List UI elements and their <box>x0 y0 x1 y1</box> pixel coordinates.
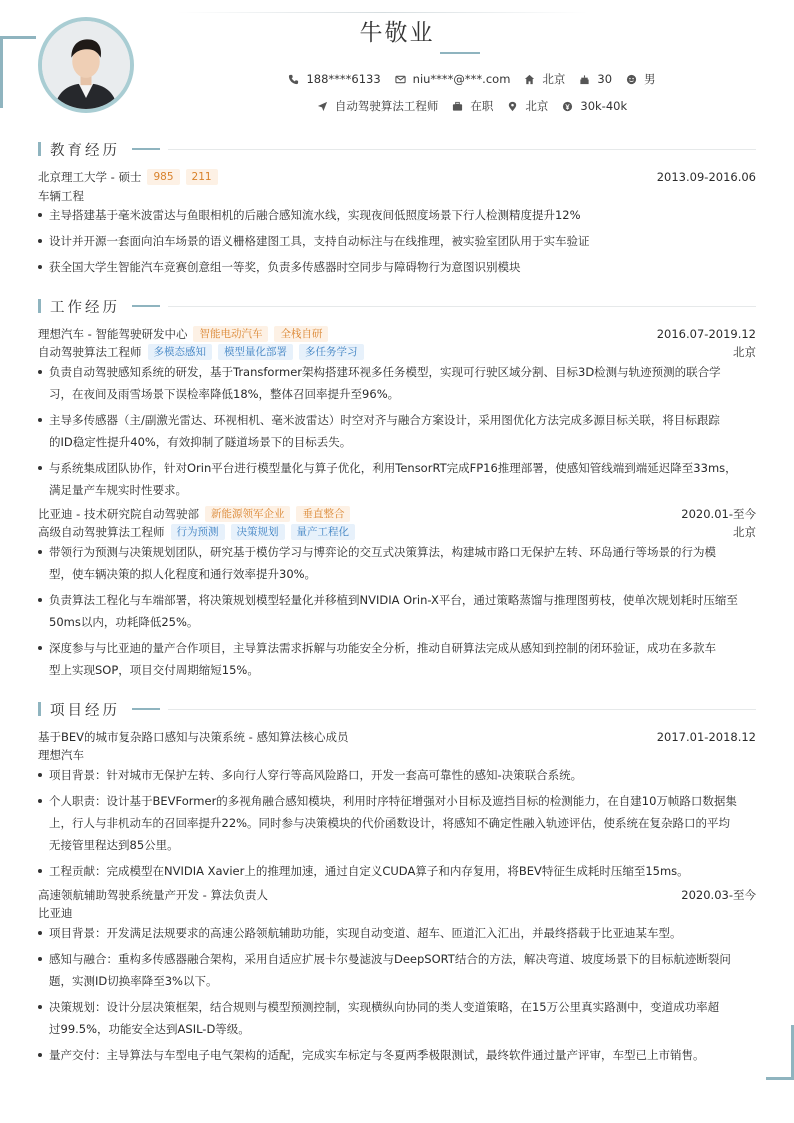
intent-city-text: 北京 <box>525 99 549 113</box>
job-bullet-line: 负责算法工程化与车端部署，将决策规划模型轻量化并移植到NVIDIA Orin-X平台，通过策略蒸馏与推理图剪枝，使单次规划耗时压缩至 <box>49 593 738 607</box>
project-date: 2020.03-至今 <box>681 888 756 902</box>
project-date: 2017.01-2018.12 <box>656 730 756 744</box>
project-bullet-line: 上，行人与非机动车的召回率提升22%。同时参与决策模块的代价函数设计，将感知不确定性融入轨迹评估，使系统在复杂路口的平均 <box>49 816 731 830</box>
email-icon <box>395 74 406 85</box>
project-org: 比亚迪 <box>38 906 73 920</box>
job-bullet-line: 带领行为预测与决策规划团队，研究基于模仿学习与博弈论的交互式决策算法，构建城市路口无保护左转、环岛通行等场景的行为模 <box>49 545 716 559</box>
project-title-row <box>38 887 756 903</box>
job-company: 比亚迪 - 技术研究院自动驾驶部 <box>38 507 199 521</box>
job-bullet <box>38 457 756 501</box>
skill-tag: 行为预测 <box>171 524 225 540</box>
work-section-header <box>38 298 756 314</box>
intent-status-text: 在职 <box>470 99 494 113</box>
contact-gender <box>626 71 656 87</box>
project-bullet-line: 项目背景：开发满足法规要求的高速公路领航辅助功能，实现自动变道、超车、匝道汇入汇出，并最终搭载于比亚迪某车型。 <box>49 926 682 940</box>
name-underline <box>440 52 480 54</box>
project-bullet <box>38 922 756 944</box>
contact-age-text: 30 <box>597 72 613 86</box>
section-marker <box>38 142 41 156</box>
company-tag: 智能电动汽车 <box>193 326 268 342</box>
education-date: 2013.09-2016.06 <box>656 170 756 184</box>
job-bullet-line: 与系统集成团队协作，针对Orin平台进行模型量化与算子优化，利用TensorRT完成FP16推理部署，使感知管线端到端延迟降至33ms， <box>49 461 737 475</box>
education-section-header <box>38 141 756 157</box>
project-bullet-line: 量产交付：主导算法与车型电子电气架构的适配，完成实车标定与冬夏两季极限测试，最终软件通过量产评审，车型已上市销售。 <box>49 1048 705 1062</box>
job-bullet-line: 习，在夜间及雨雪场景下误检率降低18%，整体召回率提升至96%。 <box>49 387 400 401</box>
job-bullet <box>38 589 756 633</box>
projects-section-header <box>38 701 756 717</box>
project-bullet-line: 过99.5%，功能安全达到ASIL-D等级。 <box>49 1022 250 1036</box>
contact-phone-text: 188****6133 <box>306 72 381 86</box>
project-bullet-line: 项目背景：针对城市无保护左转、多向行人穿行等高风险路口，开发一套高可靠性的感知-决策联合系统。 <box>49 768 583 782</box>
job-date: 2020.01-至今 <box>681 507 756 521</box>
project-bullet <box>38 1044 756 1066</box>
job-bullet <box>38 409 756 453</box>
skill-tag: 多任务学习 <box>299 344 364 360</box>
project-title-row <box>38 729 756 745</box>
section-divider <box>168 709 756 710</box>
education-school-row <box>38 169 756 185</box>
project-bullet-line: 决策规划：设计分层决策框架，结合规则与模型预测控制，实现横纵向协同的类人变道策略，在15万公里真实路测中，变道成功率超 <box>49 1000 720 1014</box>
job-company-row <box>38 326 756 342</box>
job-bullet-line: 50ms以内，功耗降低25%。 <box>49 615 199 629</box>
education-bullet: 主导搭建基于毫米波雷达与鱼眼相机的后融合感知流水线，实现夜间低照度场景下行人检测精度提升12% <box>38 204 756 226</box>
project-bullet-line: 无接管里程达到85公里。 <box>49 838 179 852</box>
intent-position-text: 自动驾驶算法工程师 <box>334 99 439 113</box>
job-bullet-line: 深度参与与比亚迪的量产合作项目，主导算法需求拆解与功能安全分析，推动自研算法完成从感知到控制的闭环验证，成功在多款车 <box>49 641 716 655</box>
projects-section-title: 项目经历 <box>50 702 120 719</box>
job-city: 北京 <box>733 345 756 359</box>
education-section-title: 教育经历 <box>50 142 120 159</box>
section-marker <box>38 702 41 716</box>
job-date: 2016.07-2019.12 <box>656 327 756 341</box>
education-bullet: 获全国大学生智能汽车竞赛创意组一等奖，负责多传感器时空同步与障碍物行为意图识别模块 <box>38 256 756 278</box>
location-pin-icon <box>507 101 518 112</box>
job-bullet <box>38 541 756 585</box>
intent-position <box>317 98 439 114</box>
job-intent-row <box>150 98 794 114</box>
job-role: 高级自动驾驶算法工程师 <box>38 525 165 539</box>
section-divider <box>168 306 756 307</box>
job-company-row <box>38 506 756 522</box>
contact-email-text: niu****@***.com <box>412 72 511 86</box>
section-marker <box>38 299 41 313</box>
contact-city <box>524 71 565 87</box>
education-tag: 985 <box>147 169 179 185</box>
project-name: 高速领航辅助驾驶系统量产开发 - 算法负责人 <box>38 888 268 902</box>
section-dash <box>132 305 160 307</box>
project-bullet <box>38 860 756 882</box>
education-school: 北京理工大学 - 硕士 <box>38 170 142 184</box>
job-bullet-line: 型上实现SOP，项目交付周期缩短15%。 <box>49 663 259 677</box>
candidate-name: 牛敬业 <box>359 20 435 46</box>
contact-age <box>579 72 612 86</box>
company-tag: 全栈自研 <box>274 326 328 342</box>
job-bullet-line: 主导多传感器（主/副激光雷达、环视相机、毫米波雷达）时空对齐与融合方案设计，采用图优化方法完成多源目标关联，将目标跟踪 <box>49 413 720 427</box>
job-bullet-line: 的ID稳定性提升40%，有效抑制了隧道场景下的目标丢失。 <box>49 435 352 449</box>
contact-phone <box>288 72 380 86</box>
job-bullet-line: 满足量产车规实时性要求。 <box>49 483 187 497</box>
skill-tag: 量产工程化 <box>291 524 356 540</box>
intent-status <box>452 98 493 114</box>
project-org: 理想汽车 <box>38 748 84 762</box>
company-tag: 垂直整合 <box>296 506 350 522</box>
contact-email <box>395 72 511 86</box>
briefcase-icon <box>452 101 463 112</box>
gender-icon <box>626 74 637 85</box>
job-bullet-line: 型，使车辆决策的拟人化程度和通行效率提升30%。 <box>49 567 317 581</box>
company-tag: 新能源领军企业 <box>205 506 291 522</box>
project-bullet <box>38 996 756 1040</box>
education-tag: 211 <box>186 169 218 185</box>
education-bullet: 设计并开源一套面向泊车场景的语义栅格建图工具，支持自动标注与在线推理，被实验室团队用于实车验证 <box>38 230 756 252</box>
top-divider <box>178 12 588 13</box>
project-bullet <box>38 764 756 786</box>
section-dash <box>132 148 160 150</box>
home-icon <box>524 74 535 85</box>
contact-city-text: 北京 <box>542 72 566 86</box>
contact-info-row <box>150 71 794 87</box>
cake-icon <box>579 74 590 85</box>
intent-salary-text: 30k-40k <box>580 99 628 113</box>
intent-city <box>507 98 548 114</box>
salary-icon <box>562 101 573 112</box>
job-role-row <box>38 524 756 540</box>
skill-tag: 模型量化部署 <box>218 344 293 360</box>
contact-gender-text: 男 <box>644 72 656 86</box>
job-bullet <box>38 637 756 681</box>
education-major: 车辆工程 <box>38 189 84 203</box>
project-name: 基于BEV的城市复杂路口感知与决策系统 - 感知算法核心成员 <box>38 730 349 744</box>
send-icon <box>317 101 328 112</box>
project-bullet-line: 题，实测ID切换率降至3%以下。 <box>49 974 218 988</box>
job-city: 北京 <box>733 525 756 539</box>
corner-decoration-bottom-right <box>766 1077 794 1080</box>
project-bullet <box>38 790 756 856</box>
project-bullet-line: 个人职责：设计基于BEVFormer的多视角融合感知模块，利用时序特征增强对小目标及遮挡目标的检测能力，在自建10万帧路口数据集 <box>49 794 737 808</box>
skill-tag: 多模态感知 <box>148 344 213 360</box>
skill-tag: 决策规划 <box>231 524 285 540</box>
project-bullet-line: 工程贡献：完成模型在NVIDIA Xavier上的推理加速，通过自定义CUDA算子和内存复用，将BEV特征生成耗时压缩至15ms。 <box>49 864 689 878</box>
section-divider <box>168 149 756 150</box>
job-role-row <box>38 344 756 360</box>
job-bullet-line: 负责自动驾驶感知系统的研发，基于Transformer架构搭建环视多任务模型，实现可行驶区域分割、目标3D检测与轨迹预测的联合学 <box>49 365 721 379</box>
job-bullet <box>38 361 756 405</box>
job-role: 自动驾驶算法工程师 <box>38 345 142 359</box>
phone-icon <box>288 74 299 85</box>
intent-salary <box>562 99 627 113</box>
project-bullet <box>38 948 756 992</box>
section-dash <box>132 708 160 710</box>
work-section-title: 工作经历 <box>50 299 120 316</box>
job-company: 理想汽车 - 智能驾驶研发中心 <box>38 327 188 341</box>
project-bullet-line: 感知与融合：重构多传感器融合架构，采用自适应扩展卡尔曼滤波与DeepSORT结合的方法，解决弯道、坡度场景下的目标航迹断裂问 <box>49 952 731 966</box>
